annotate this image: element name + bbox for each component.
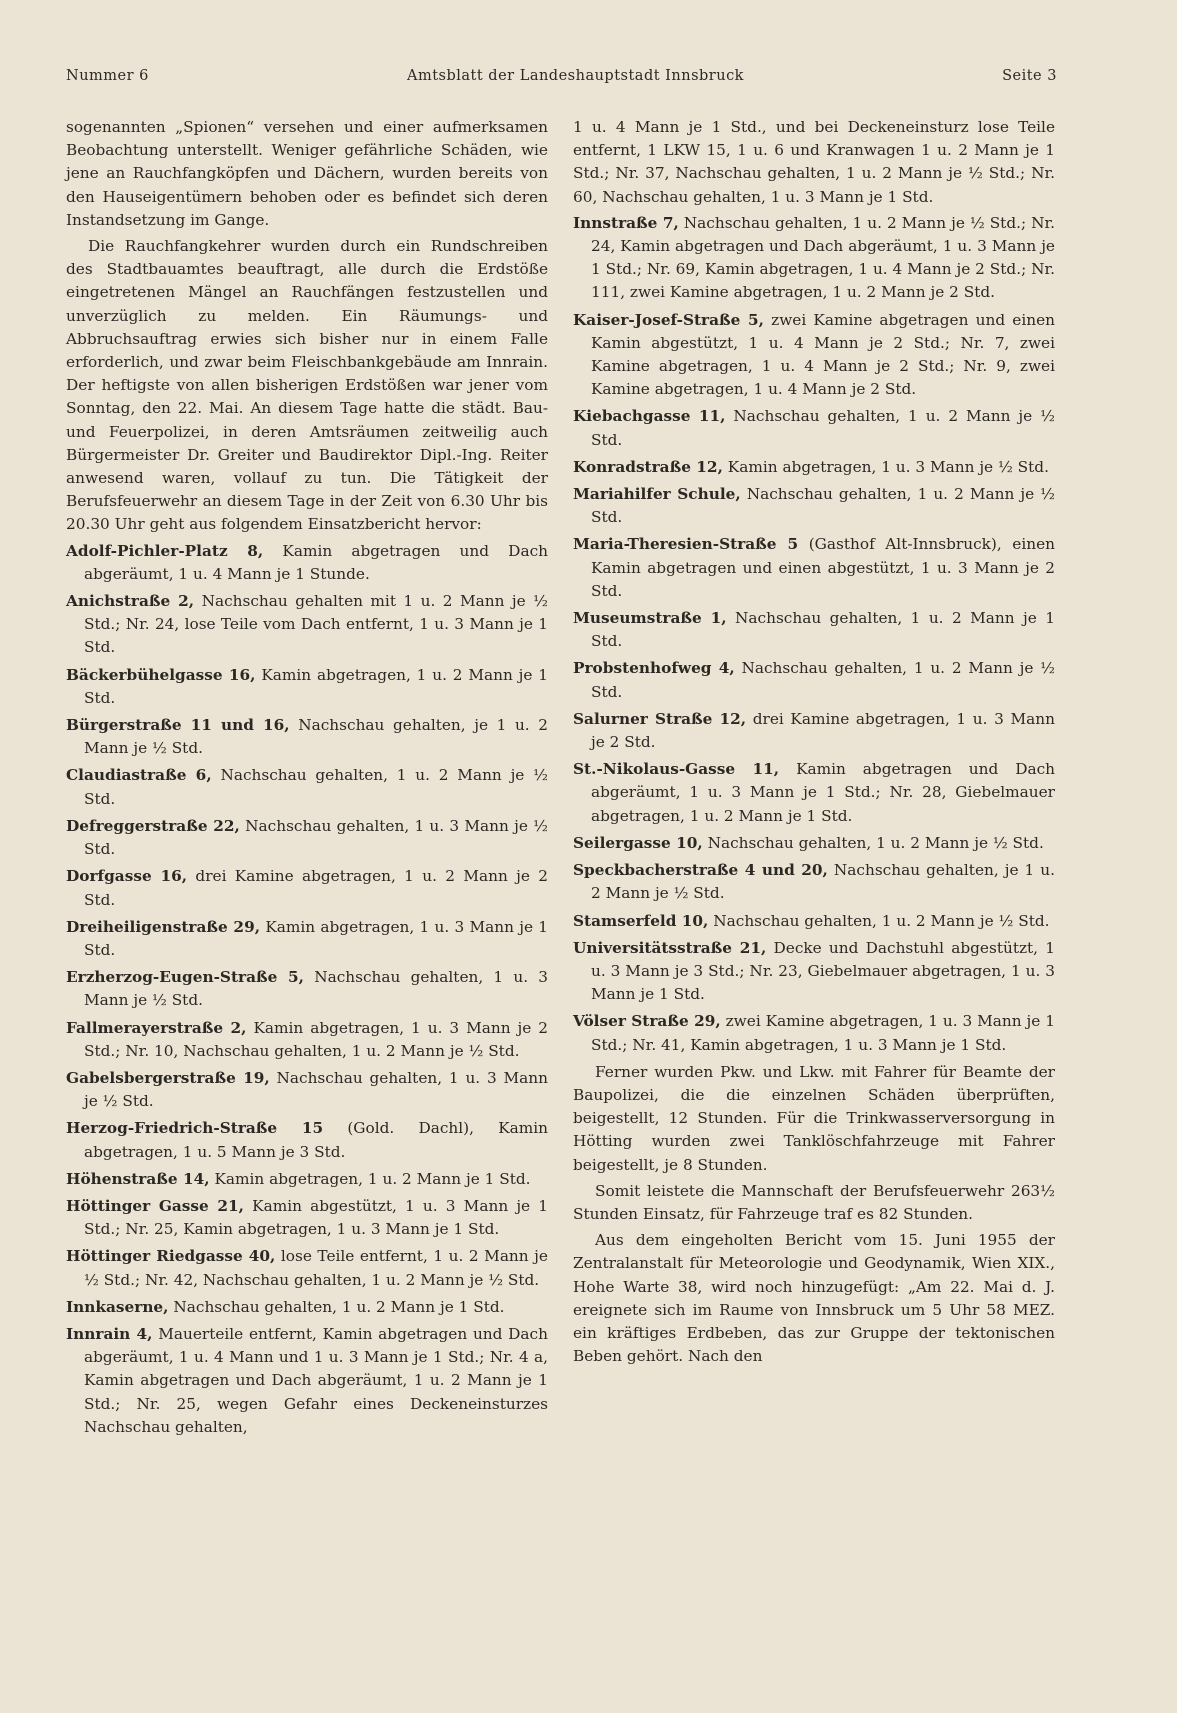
street-name: Erzherzog-Eugen-Straße 5, [66,968,305,987]
entry-text: Kamin abgestützt, 1 u. 3 Mann je 1 Std.; Nr. 25, Kamin abgetragen, 1 u. 3 Mann je 1 Std. [84,1196,548,1239]
report-entry [66,764,548,810]
entry-text: lose Teile entfernt, 1 u. 2 Mann je ½ Std.; Nr. 42, Nachschau gehalten, 1 u. 2 Mann je ½ Std. [84,1247,548,1289]
report-entry [573,1010,1055,1056]
report-entry [573,657,1055,703]
entry-text: zwei Kamine abgetragen, 1 u. 3 Mann je 1 Std.; Nr. 41, Kamin abgetragen, 1 u. 3 Mann je 1 Std. [591,1012,1055,1054]
entry-text: Nachschau gehalten, 1 u. 2 Mann je ½ Std.; Nr. 24, Kamin abgetragen und Dach abgeräumt, 1 u. 3 Mann je 1 Std.; Nr. 69, Kamin abgetragen, 1 u. 4 Mann je 2 Std.; Nr. 111, zwei Kamine abgetragen, 1 u. 2 Mann je 2 Std. [591,213,1055,302]
entry-text: Nachschau gehalten, 1 u. 2 Mann je ½ Std. [591,659,1055,701]
street-name: Konradstraße 12, [573,457,723,476]
street-name: Salurner Straße 12, [573,709,747,728]
report-entry [573,533,1055,603]
issue-number: Nummer 6 [66,68,149,84]
entry-text: Nachschau gehalten, 1 u. 2 Mann je ½ Std. [707,833,1044,852]
entry-text: Kamin abgetragen, 1 u. 3 Mann je 2 Std.; Nr. 10, Nachschau gehalten, 1 u. 2 Mann je ½ Std. [84,1018,548,1060]
entry-text: Nachschau gehalten, 1 u. 2 Mann je ½ Std. [84,766,548,808]
street-name: Herzog-Friedrich-Straße 15 [66,1119,324,1138]
street-name: Defreggerstraße 22, [66,816,240,835]
street-name: Mariahilfer Schule, [573,485,741,504]
continuation-paragraph: 1 u. 4 Mann je 1 Std., und bei Deckeneinsturz lose Teile entfernt, 1 LKW 15, 1 u. 6 und Kranwagen 1 u. 2 Mann je 1 Std.; Nr. 37, Nachschau gehalten, 1 u. 2 Mann je ½ Std.; Nr. 60, Nachschau gehalten, 1 u. 3 Mann je 1 Std. [573,118,1055,206]
report-entry [573,607,1055,653]
report-entry [66,1195,548,1241]
entry-text: (Gasthof Alt-Innsbruck), einen Kamin abgetragen und einen abgestützt, 1 u. 3 Mann je 2 Std. [591,535,1055,600]
entry-text: Decke und Dachstuhl abgestützt, 1 u. 3 Mann je 3 Std.; Nr. 23, Giebelmauer abgetragen, 1 u. 3 Mann je 1 Std. [591,938,1055,1004]
report-entry [573,708,1055,754]
street-name: Stamserfeld 10, [573,911,709,930]
street-name: Dreiheiligenstraße 29, [66,917,261,936]
entry-text: Kamin abgetragen und Dach abgeräumt, 1 u. 4 Mann je 1 Stunde. [84,541,548,583]
street-name: Höhenstraße 14, [66,1169,210,1188]
report-entry [66,1168,548,1191]
street-name: Gabelsbergerstraße 19, [66,1068,270,1087]
report-entry [66,815,548,861]
report-entry [66,1245,548,1291]
report-entry [66,916,548,962]
outro-paragraph: Aus dem eingeholten Bericht vom 15. Juni 1955 der Zentralanstalt für Meteorologie und Geodynamik, Wien XIX., Hohe Warte 38, wird noch hinzugefügt: „Am 22. Mai d. J. ereignete sich im Raume von Innsbruck um 5 Uhr 58 MEZ. ein kräftiges Erdbeben, das zur Gruppe der tektonischen Beben gehört. Nach den [573,1231,1055,1366]
street-name: Bäckerbühelgasse 16, [66,665,256,684]
report-entry [66,865,548,911]
entry-text: Nachschau gehalten, 1 u. 2 Mann je ½ Std. [591,407,1055,449]
entry-text: Kamin abgetragen und Dach abgeräumt, 1 u. 3 Mann je 1 Std.; Nr. 28, Giebelmauer abgetragen, 1 u. 2 Mann je 1 Std. [591,760,1056,825]
entry-text: drei Kamine abgetragen, 1 u. 3 Mann je 2 Std. [591,709,1055,752]
report-entry [573,309,1055,402]
entry-list [573,212,1055,1057]
report-entry [573,758,1055,828]
entry-text: Mauerteile entfernt, Kamin abgetragen und Dach abgeräumt, 1 u. 4 Mann und 1 u. 3 Mann je 1 Std.; Nr. 4 a, Kamin abgetragen und Dach abgeräumt, 1 u. 2 Mann je 1 Std.; Nr. 25, wegen Gefahr eines Deckeneinsturzes Nachschau gehalten, [84,1324,548,1436]
entry-text: Nachschau gehalten, 1 u. 2 Mann je 1 Std. [173,1297,505,1316]
entry-text: zwei Kamine abgetragen und einen Kamin abgestützt, 1 u. 4 Mann je 2 Std.; Nr. 7, zwei Kamine abgetragen, 1 u. 4 Mann je 2 Std.; Nr. 9, zwei Kamine abgetragen, 1 u. 4 Mann je 2 Std. [591,310,1055,399]
report-entry [573,483,1055,529]
report-entry [573,910,1055,933]
street-name: Museumstraße 1, [573,609,727,628]
report-entry [66,1323,548,1439]
street-name: Universitätsstraße 21, [573,938,767,957]
report-entry [66,1067,548,1113]
street-name: Speckbacherstraße 4 und 20, [573,861,828,880]
page-number: Seite 3 [1002,68,1057,84]
entry-text: Kamin abgetragen, 1 u. 2 Mann je 1 Std. [84,665,548,707]
entry-text: Nachschau gehalten, je 1 u. 2 Mann je ½ Std. [84,716,548,758]
publication-title: Amtsblatt der Landeshauptstadt Innsbruck [406,68,744,84]
entry-text: Nachschau gehalten, je 1 u. 2 Mann je ½ Std. [591,861,1056,903]
street-name: Maria-Theresien-Straße 5 [573,535,799,554]
report-entry [66,966,548,1012]
report-entry [66,1017,548,1063]
entry-text: Nachschau gehalten, 1 u. 3 Mann je ½ Std. [84,968,548,1010]
street-name: Seilergasse 10, [573,833,703,852]
entry-text: Nachschau gehalten, 1 u. 2 Mann je ½ Std. [591,485,1055,527]
street-name: Bürgerstraße 11 und 16, [66,716,290,735]
entry-list [66,540,548,1439]
left-column [66,116,548,1443]
street-name: Höttinger Gasse 21, [66,1196,244,1215]
entry-text: (Gold. Dachl), Kamin abgetragen, 1 u. 5 Mann je 3 Std. [84,1119,548,1161]
report-entry [66,1296,548,1319]
entry-text: Nachschau gehalten mit 1 u. 2 Mann je ½ Std.; Nr. 24, lose Teile vom Dach entfernt, 1 u. 3 Mann je 1 Std. [84,592,548,657]
street-name: Kaiser-Josef-Straße 5, [573,310,764,329]
report-entry [573,212,1055,305]
report-entry [573,937,1055,1007]
street-name: Innkaserne, [66,1297,169,1316]
street-name: Innstraße 7, [573,213,679,232]
page-header [66,68,1057,92]
street-name: St.-Nikolaus-Gasse 11, [573,760,780,779]
entry-text: Nachschau gehalten, 1 u. 3 Mann je ½ Std. [84,816,548,859]
entry-text: drei Kamine abgetragen, 1 u. 2 Mann je 2 Std. [84,867,548,909]
intro-paragraph: sogenannten „Spionen“ versehen und einer aufmerksamen Beobachtung unterstellt. Weniger gefährliche Schäden, wie jene an Rauchfangköpfen und Dächern, wurden bereits von den Hauseigentümern behoben oder es befindet sich deren Instandsetzung im Gange. [66,118,548,229]
outro-paragraph: Somit leistete die Mannschaft der Berufsfeuerwehr 263½ Stunden Einsatz, für Fahrzeuge traf es 82 Stunden. [573,1181,1055,1223]
street-name: Claudiastraße 6, [66,766,212,785]
report-entry [66,590,548,660]
report-entry [66,540,548,586]
entry-text: Nachschau gehalten, 1 u. 2 Mann je ½ Std. [713,911,1050,930]
report-entry [66,1117,548,1163]
street-name: Innrain 4, [66,1324,153,1343]
entry-text: Kamin abgetragen, 1 u. 3 Mann je ½ Std. [727,457,1049,476]
street-name: Dorfgasse 16, [66,867,188,886]
report-entry [66,664,548,710]
outro-paragraph: Ferner wurden Pkw. und Lkw. mit Fahrer für Beamte der Baupolizei, die die einzelnen Schäden überprüften, beigestellt, 12 Stunden. Für die Trinkwasserversorgung in Hötting wurden zwei Tanklöschfahrzeuge mit Fahrer beigestellt, je 8 Stunden. [573,1062,1055,1174]
street-name: Höttinger Riedgasse 40, [66,1247,276,1266]
entry-text: Nachschau gehalten, 1 u. 2 Mann je 1 Std. [591,609,1055,651]
street-name: Adolf-Pichler-Platz 8, [66,541,264,560]
entry-text: Kamin abgetragen, 1 u. 2 Mann je 1 Std. [214,1169,531,1188]
report-entry [573,832,1055,855]
report-entry [573,859,1055,905]
entry-text: Kamin abgetragen, 1 u. 3 Mann je 1 Std. [84,917,548,959]
street-name: Kiebachgasse 11, [573,407,726,426]
intro-paragraph: Die Rauchfangkehrer wurden durch ein Rundschreiben des Stadtbauamtes beauftragt, alle durch die Erdstöße eingetretenen Mängel an Rauchfängen festzustellen und unverzüglich zu melden. Ein Räumungs- und Abbruchsauftrag erwies sich bisher nur in einem Falle erforderlich, und zwar beim Fleischbankgebäude am Innrain. Der heftigste von allen bisherigen Erdstößen war jener vom Sonntag, den 22. Mai. An diesem Tage hatte die städt. Bau- und Feuerpolizei, in deren Amtsräumen zeitweilig auch Bürgermeister Dr. Greiter und Baudirektor Dipl.-Ing. Reiter anwesend waren, vollauf zu tun. Die Tätigkeit der Berufsfeuerwehr an diesem Tage in der Zeit von 6.30 Uhr bis 20.30 Uhr geht aus folgendem Einsatzbericht hervor: [66,237,548,534]
report-entry [66,714,548,760]
right-column [573,116,1055,1371]
report-entry [573,456,1055,479]
street-name: Fallmerayerstraße 2, [66,1018,247,1037]
street-name: Anichstraße 2, [66,592,195,611]
street-name: Völser Straße 29, [573,1012,721,1031]
street-name: Probstenhofweg 4, [573,659,735,678]
report-entry [573,405,1055,451]
entry-text: Nachschau gehalten, 1 u. 3 Mann je ½ Std. [84,1068,548,1111]
